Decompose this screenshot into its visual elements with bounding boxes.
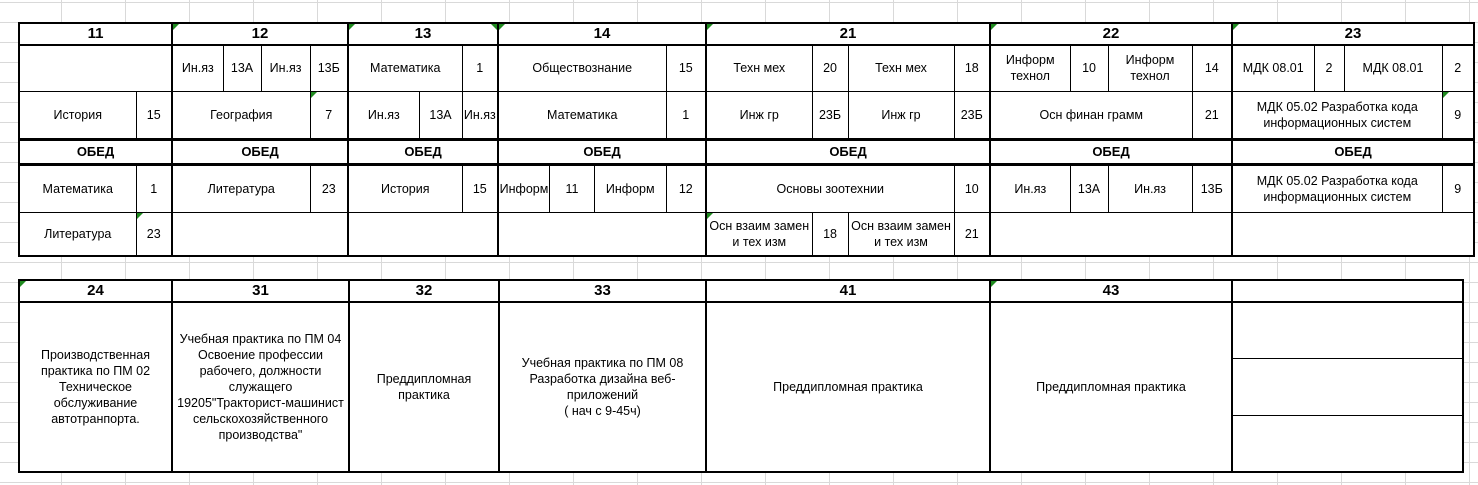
room-cell[interactable]: 15 xyxy=(666,45,706,91)
cell-empty[interactable] xyxy=(1233,416,1462,471)
room-cell[interactable]: 10 xyxy=(954,164,990,212)
cell-empty[interactable] xyxy=(348,212,498,256)
group-header-12: 12 xyxy=(172,23,348,45)
subject-cell[interactable]: География xyxy=(172,91,310,139)
cell-empty[interactable] xyxy=(1232,302,1463,472)
room-cell[interactable]: 23Б xyxy=(954,91,990,139)
cell-empty[interactable] xyxy=(1233,303,1462,359)
subject-cell[interactable]: Ин.яз xyxy=(172,45,223,91)
subject-cell[interactable]: МДК 08.01 xyxy=(1232,45,1314,91)
subject-cell[interactable]: Инж гр xyxy=(706,91,812,139)
room-cell[interactable]: 11 xyxy=(549,166,594,212)
split-cell[interactable] xyxy=(498,164,666,212)
subject-cell[interactable]: Математика xyxy=(348,45,462,91)
schedule-table-top xyxy=(18,22,1475,257)
cell-empty[interactable] xyxy=(172,212,348,256)
room-cell[interactable]: 13А xyxy=(223,45,261,91)
lunch-cell: ОБЕД xyxy=(706,139,990,164)
group-header-23: 23 xyxy=(1232,23,1474,45)
group-header-32: 32 xyxy=(349,280,499,302)
lunch-cell: ОБЕД xyxy=(498,139,706,164)
subject-cell[interactable]: Ин.яз xyxy=(261,45,310,91)
subject-cell[interactable]: МДК 05.02 Разработка кода информационных систем xyxy=(1232,164,1442,212)
subject-cell[interactable]: Осн взаим замен и тех изм xyxy=(848,212,954,256)
room-cell[interactable]: 13Б xyxy=(310,45,348,91)
subject-cell[interactable]: МДК 08.01 xyxy=(1344,45,1442,91)
subject-cell[interactable]: Информ технол xyxy=(990,45,1070,91)
room-cell[interactable]: 1 xyxy=(136,164,172,212)
room-cell[interactable]: 18 xyxy=(954,45,990,91)
subject-cell[interactable]: Основы зоотехнии xyxy=(706,164,954,212)
room-cell[interactable]: 21 xyxy=(954,212,990,256)
room-cell[interactable]: 15 xyxy=(462,164,498,212)
room-cell[interactable]: 13А xyxy=(1070,164,1108,212)
room-cell[interactable]: 20 xyxy=(812,45,848,91)
subject-cell[interactable]: Техн мех xyxy=(706,45,812,91)
room-cell[interactable]: 13А xyxy=(419,92,462,138)
group-header-41: 41 xyxy=(706,280,990,302)
room-cell[interactable]: 13Б xyxy=(1192,164,1232,212)
group-header-24: 24 xyxy=(19,280,172,302)
practice-cell[interactable]: Учебная практика по ПМ 04 Освоение профессии рабочего, должности служащего 19205"Тракторист-машинист сельскохозяйственного производства" xyxy=(172,302,349,472)
room-cell[interactable]: 14 xyxy=(1192,45,1232,91)
group-header-43: 43 xyxy=(990,280,1232,302)
room-cell[interactable]: 2 xyxy=(1442,45,1474,91)
schedule-table-bottom xyxy=(18,279,1464,473)
group-header-22: 22 xyxy=(990,23,1232,45)
practice-cell[interactable]: Производственная практика по ПМ 02 Техническое обслуживание автотранпорта. xyxy=(19,302,172,472)
subject-cell[interactable]: Литература xyxy=(172,164,310,212)
subject-cell[interactable]: Литература xyxy=(19,212,136,256)
group-header-13: 13 xyxy=(348,23,498,45)
subject-cell[interactable]: Осн финан грамм xyxy=(990,91,1192,139)
room-cell[interactable]: 10 xyxy=(1070,45,1108,91)
group-header-empty xyxy=(1232,280,1463,302)
practice-cell[interactable]: Преддипломная практика xyxy=(706,302,990,472)
cell-empty[interactable] xyxy=(1232,212,1474,256)
subject-cell[interactable]: Математика xyxy=(498,91,666,139)
group-header-31: 31 xyxy=(172,280,349,302)
cell-empty[interactable] xyxy=(990,212,1232,256)
lunch-cell: ОБЕД xyxy=(1232,139,1474,164)
room-cell[interactable]: 15 xyxy=(136,91,172,139)
subject-cell[interactable]: Ин.яз xyxy=(463,107,496,122)
cell-empty[interactable] xyxy=(1233,359,1462,415)
practice-cell[interactable]: Преддипломная практика xyxy=(990,302,1232,472)
room-cell[interactable]: 2 xyxy=(1314,45,1344,91)
cell-empty[interactable] xyxy=(19,45,172,91)
subject-cell[interactable]: История xyxy=(19,91,136,139)
subject-cell[interactable]: МДК 05.02 Разработка кода информационных систем xyxy=(1232,91,1442,139)
room-cell[interactable]: 12 xyxy=(666,164,706,212)
subject-cell[interactable]: Ин.яз xyxy=(367,107,400,122)
group-header-21: 21 xyxy=(706,23,990,45)
subject-cell[interactable]: История xyxy=(348,164,462,212)
lunch-cell: ОБЕД xyxy=(172,139,348,164)
lunch-cell: ОБЕД xyxy=(19,139,172,164)
subject-cell[interactable]: Осн взаим замен и тех изм xyxy=(706,212,812,256)
practice-cell[interactable]: Учебная практика по ПМ 08 Разработка дизайна веб-приложений ( нач с 9-45ч) xyxy=(499,302,706,472)
subject-cell[interactable]: Математика xyxy=(19,164,136,212)
room-cell[interactable]: 18 xyxy=(812,212,848,256)
subject-cell[interactable]: Обществознание xyxy=(498,45,666,91)
lunch-cell: ОБЕД xyxy=(990,139,1232,164)
room-cell[interactable]: 9 xyxy=(1442,164,1474,212)
split-cell[interactable] xyxy=(462,91,498,139)
room-cell[interactable]: 23Б xyxy=(812,91,848,139)
room-cell[interactable]: 23 xyxy=(310,164,348,212)
subject-cell[interactable]: Информ xyxy=(594,166,666,212)
room-cell[interactable]: 9 xyxy=(1442,91,1474,139)
room-cell[interactable]: 21 xyxy=(1192,91,1232,139)
subject-cell[interactable]: Ин.яз xyxy=(1108,164,1192,212)
split-cell[interactable] xyxy=(348,91,462,139)
subject-cell[interactable]: Информ технол xyxy=(1108,45,1192,91)
subject-cell[interactable]: Инж гр xyxy=(848,91,954,139)
lunch-cell: ОБЕД xyxy=(348,139,498,164)
subject-cell[interactable]: Ин.яз xyxy=(990,164,1070,212)
inner-grid xyxy=(1233,303,1462,471)
room-cell[interactable]: 1 xyxy=(462,45,498,91)
subject-cell[interactable]: Информ xyxy=(499,181,549,196)
room-cell[interactable]: 1 xyxy=(666,91,706,139)
group-header-11: 11 xyxy=(19,23,172,45)
practice-cell[interactable]: Преддипломная практика xyxy=(349,302,499,472)
room-cell[interactable]: 7 xyxy=(310,91,348,139)
group-header-33: 33 xyxy=(499,280,706,302)
room-cell[interactable]: 23 xyxy=(136,212,172,256)
group-header-14: 14 xyxy=(498,23,706,45)
subject-cell[interactable]: Техн мех xyxy=(848,45,954,91)
cell-empty[interactable] xyxy=(498,212,706,256)
